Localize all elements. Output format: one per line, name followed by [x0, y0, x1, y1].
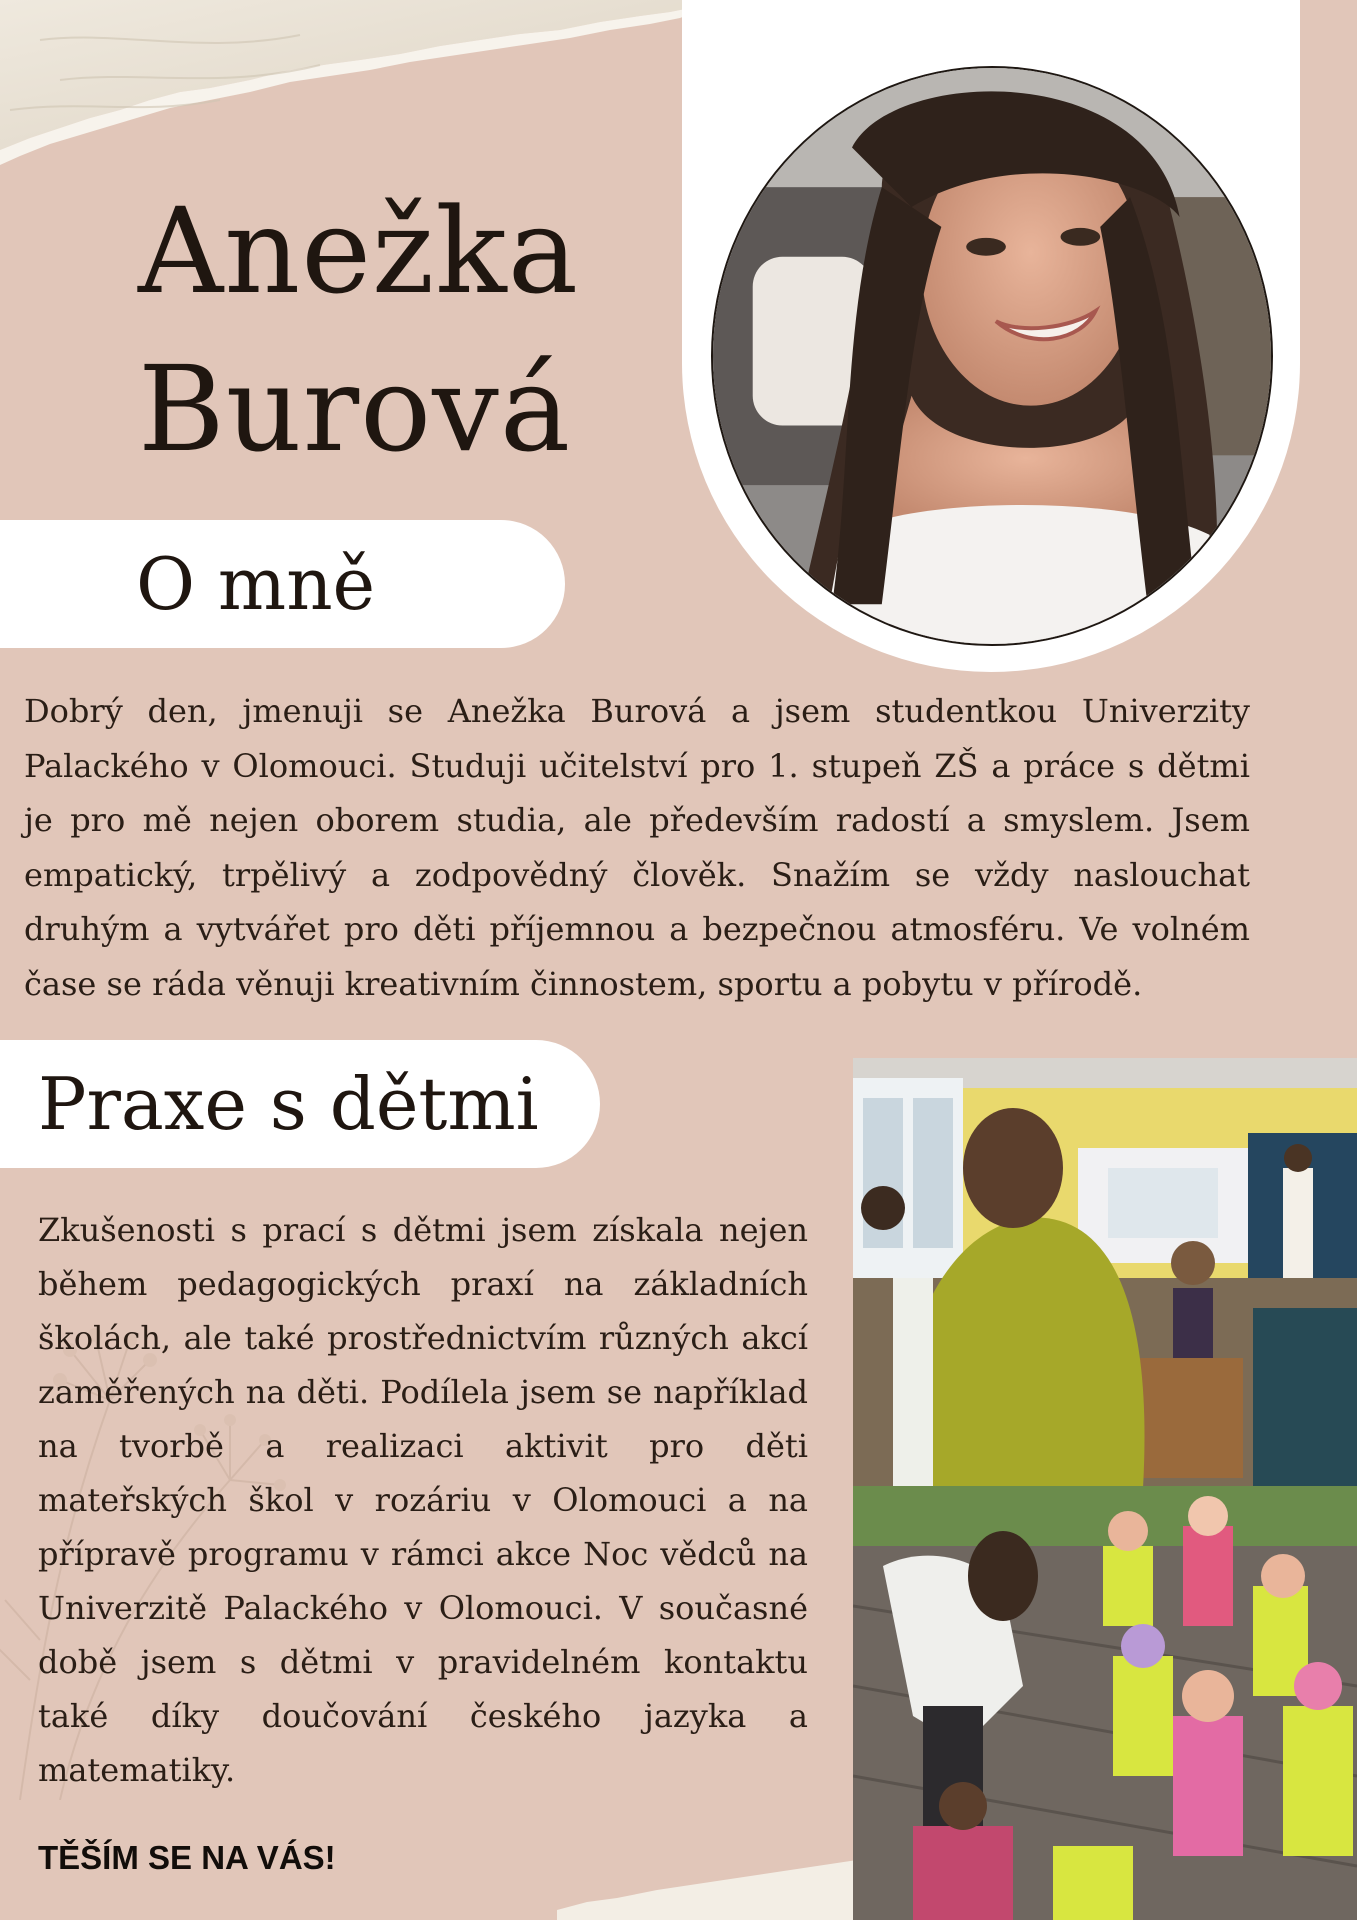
- practice-heading: Praxe s dětmi: [38, 1062, 539, 1146]
- practice-text: Zkušenosti s prací s dětmi jsem získala nejen během pedagogických praxí na základních školách, ale také prostřednictvím různých akcí zaměřených na děti. Podílela jsem se například na tvorbě a realizaci aktivit pro děti mateřských škol v rozáriu v Olomouci a na přípravě programu v rámci akce Noc vědců na Univerzitě Palackého v Olomouci. V současné době jsem s dětmi v pravidelném kontaktu také díky doučování českého jazyka a matematiky.: [38, 1211, 808, 1789]
- outdoor-activity-photo: [853, 1486, 1357, 1920]
- first-name: Anežka: [138, 182, 580, 320]
- classroom-photo: [853, 1058, 1357, 1486]
- torn-paper-decoration-bottom: [557, 1850, 877, 1920]
- about-heading: O mně: [136, 542, 376, 626]
- profile-name: [138, 172, 579, 488]
- last-name: Burová: [138, 340, 572, 478]
- torn-paper-decoration: [0, 0, 700, 175]
- practice-heading-pill: [0, 1040, 600, 1168]
- portrait-photo: [711, 66, 1273, 646]
- about-heading-pill: [0, 520, 565, 648]
- closing-text: TĚŠÍM SE NA VÁS!: [38, 1839, 336, 1876]
- about-text: Dobrý den, jmenuji se Anežka Burová a jsem studentkou Univerzity Palackého v Olomouci. Studuji učitelství pro 1. stupeň ZŠ a práce s dětmi je pro mě nejen oborem studia, ale především radostí a smyslem. Jsem empatický, trpělivý a zodpovědný člověk. Snažím se vždy naslouchat druhým a vytvářet pro děti příjemnou a bezpečnou atmosféru. Ve volném čase se ráda věnuji kreativním činnostem, sportu a pobytu v přírodě.: [24, 692, 1250, 1003]
